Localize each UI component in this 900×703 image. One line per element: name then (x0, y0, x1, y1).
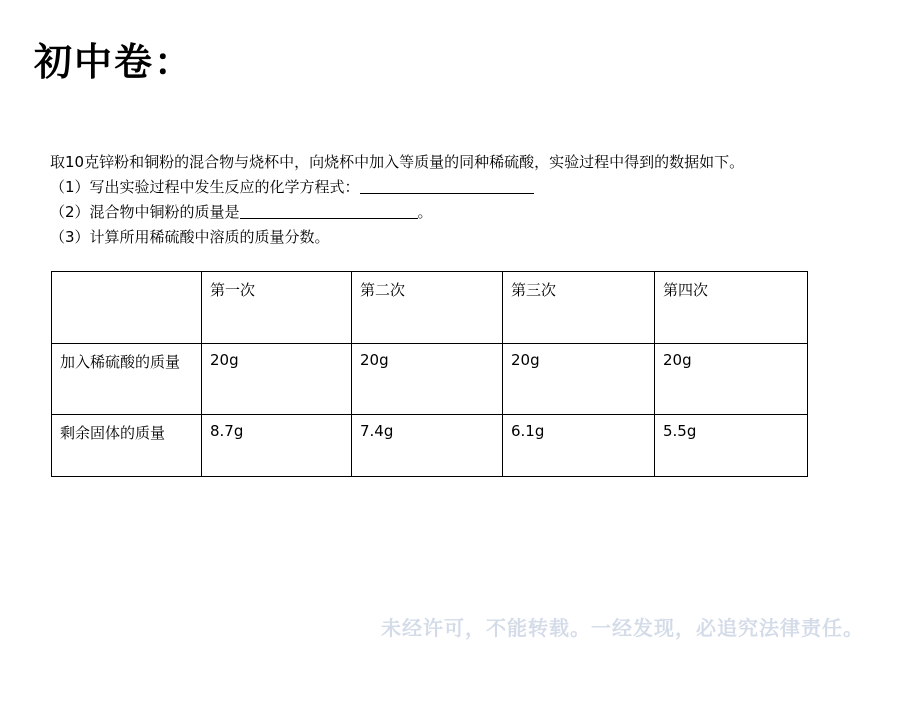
answer-blank-1 (360, 178, 534, 194)
table-header-row (52, 272, 808, 344)
table-cell: 7.4g (352, 415, 503, 477)
table-corner-cell (52, 272, 202, 344)
question-1 (50, 175, 850, 200)
table-row (52, 415, 808, 477)
data-table (51, 271, 808, 477)
copyright-watermark: 未经许可，不能转载。一经发现，必追究法律责任。 (381, 616, 864, 640)
table-cell: 6.1g (503, 415, 655, 477)
page-title: 初中卷： (34, 40, 195, 84)
table-cell: 20g (352, 344, 503, 415)
question-3: （3）计算所用稀硫酸中溶质的质量分数。 (50, 228, 330, 246)
table-cell: 20g (655, 344, 808, 415)
table-header-cell: 第三次 (503, 272, 655, 344)
table-cell: 20g (202, 344, 352, 415)
question-2 (50, 200, 850, 225)
table-cell: 20g (503, 344, 655, 415)
table-row-label: 剩余固体的质量 (52, 415, 202, 477)
question-1-text: （1）写出实验过程中发生反应的化学方程式： (50, 178, 360, 196)
problem-text (50, 150, 850, 250)
problem-intro: 取10克锌粉和铜粉的混合物与烧杯中，向烧杯中加入等质量的同种稀硫酸，实验过程中得到的数据如下。 (50, 153, 745, 171)
table-cell: 8.7g (202, 415, 352, 477)
table-row (52, 344, 808, 415)
answer-blank-2 (240, 203, 418, 219)
table-row-label: 加入稀硫酸的质量 (52, 344, 202, 415)
table-header-cell: 第四次 (655, 272, 808, 344)
question-2-text: （2）混合物中铜粉的质量是 (50, 203, 240, 221)
table-header-cell: 第二次 (352, 272, 503, 344)
table-header-cell: 第一次 (202, 272, 352, 344)
question-2-end: 。 (417, 203, 433, 221)
table-cell: 5.5g (655, 415, 808, 477)
